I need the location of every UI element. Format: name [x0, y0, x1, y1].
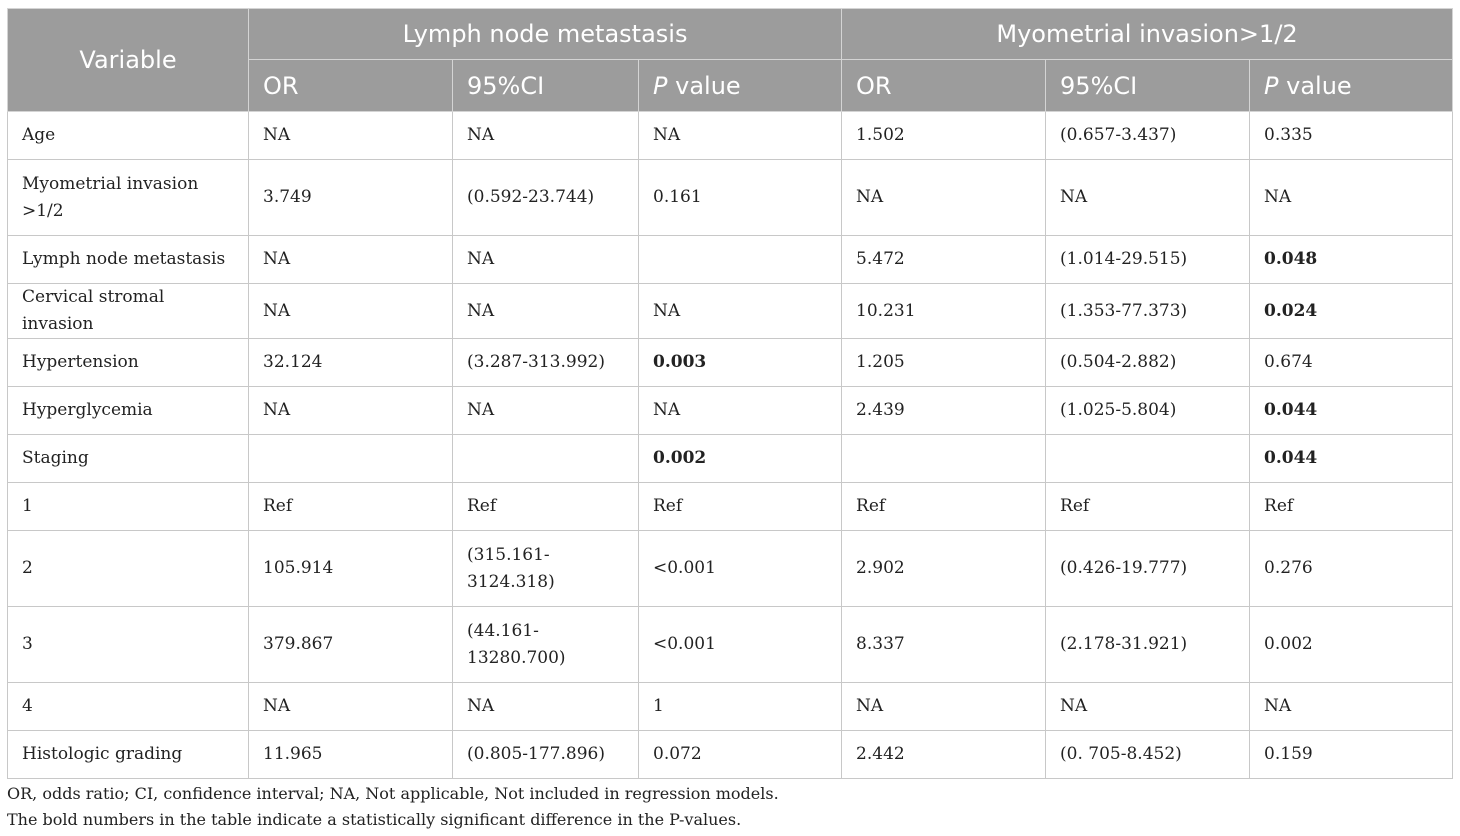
cell-lnm-or: 105.914	[249, 531, 453, 607]
cell-mi-p-value: 0.335	[1250, 112, 1453, 160]
cell-lnm-p-value: <0.001	[639, 607, 842, 683]
table-row	[8, 112, 1453, 160]
cell-lnm-ci: NA	[453, 112, 639, 160]
header-p-value-2	[1250, 60, 1453, 112]
cell-mi-ci: (1.025-5.804)	[1046, 387, 1250, 435]
cell-lnm-p-value	[639, 236, 842, 284]
cell-mi-or: NA	[842, 683, 1046, 731]
row-label: Myometrial invasion >1/2	[8, 160, 249, 236]
cell-mi-p-value: 0.002	[1250, 607, 1453, 683]
cell-lnm-ci	[453, 435, 639, 483]
cell-lnm-ci: (0.805-177.896)	[453, 731, 639, 779]
header-ci-1: 95%CI	[453, 60, 639, 112]
cell-lnm-or: NA	[249, 112, 453, 160]
cell-lnm-or	[249, 435, 453, 483]
table-row	[8, 435, 1453, 483]
header-p-value-1	[639, 60, 842, 112]
cell-mi-or: 1.502	[842, 112, 1046, 160]
cell-lnm-ci: NA	[453, 387, 639, 435]
row-label: Hypertension	[8, 339, 249, 387]
header-myometrial-invasion: Myometrial invasion>1/2	[842, 9, 1453, 60]
cell-lnm-or: NA	[249, 387, 453, 435]
cell-lnm-ci: NA	[453, 284, 639, 339]
cell-mi-or: 8.337	[842, 607, 1046, 683]
cell-mi-ci: (0. 705-8.452)	[1046, 731, 1250, 779]
cell-lnm-or: NA	[249, 236, 453, 284]
row-label: Cervical stromal invasion	[8, 284, 249, 339]
cell-mi-p-value: 0.044	[1250, 387, 1453, 435]
cell-mi-ci: Ref	[1046, 483, 1250, 531]
footnote-abbreviations: OR, odds ratio; CI, confidence interval; NA, Not applicable, Not included in regression models.	[7, 784, 779, 803]
cell-lnm-ci: NA	[453, 236, 639, 284]
cell-lnm-p-value: NA	[639, 387, 842, 435]
header-or-1: OR	[249, 60, 453, 112]
cell-mi-ci: (2.178-31.921)	[1046, 607, 1250, 683]
cell-lnm-p-value: 0.002	[639, 435, 842, 483]
row-label: 2	[8, 531, 249, 607]
row-label: 1	[8, 483, 249, 531]
cell-lnm-p-value: 1	[639, 683, 842, 731]
table-row	[8, 531, 1453, 607]
table-row	[8, 483, 1453, 531]
row-label: Lymph node metastasis	[8, 236, 249, 284]
table-row	[8, 387, 1453, 435]
cell-mi-ci: (0.657-3.437)	[1046, 112, 1250, 160]
cell-mi-or: NA	[842, 160, 1046, 236]
table-row	[8, 160, 1453, 236]
header-variable: Variable	[8, 9, 249, 112]
cell-lnm-p-value: <0.001	[639, 531, 842, 607]
results-table-container	[7, 8, 1452, 779]
header-p-italic: P	[1264, 71, 1279, 100]
cell-mi-p-value: Ref	[1250, 483, 1453, 531]
header-or-2: OR	[842, 60, 1046, 112]
table-row	[8, 683, 1453, 731]
header-p-suffix: value	[1278, 71, 1352, 100]
cell-lnm-p-value: NA	[639, 284, 842, 339]
cell-mi-ci: (0.504-2.882)	[1046, 339, 1250, 387]
cell-mi-or: 1.205	[842, 339, 1046, 387]
cell-lnm-or: 32.124	[249, 339, 453, 387]
cell-mi-ci: NA	[1046, 160, 1250, 236]
table-row	[8, 607, 1453, 683]
table-header	[8, 9, 1453, 112]
cell-mi-p-value: NA	[1250, 683, 1453, 731]
row-label: Hyperglycemia	[8, 387, 249, 435]
cell-mi-or	[842, 435, 1046, 483]
table-footnotes	[7, 781, 779, 833]
cell-lnm-p-value: 0.161	[639, 160, 842, 236]
row-label: Age	[8, 112, 249, 160]
row-label: Staging	[8, 435, 249, 483]
cell-lnm-ci: (3.287-313.992)	[453, 339, 639, 387]
cell-mi-ci: (1.353-77.373)	[1046, 284, 1250, 339]
header-lymph-node-metastasis: Lymph node metastasis	[249, 9, 842, 60]
cell-lnm-ci: Ref	[453, 483, 639, 531]
cell-lnm-p-value: Ref	[639, 483, 842, 531]
cell-lnm-or: 3.749	[249, 160, 453, 236]
cell-lnm-p-value: 0.003	[639, 339, 842, 387]
cell-mi-or: 2.439	[842, 387, 1046, 435]
cell-mi-p-value: 0.674	[1250, 339, 1453, 387]
table-row	[8, 236, 1453, 284]
cell-mi-p-value: 0.048	[1250, 236, 1453, 284]
cell-lnm-or: 379.867	[249, 607, 453, 683]
table-row	[8, 339, 1453, 387]
cell-mi-ci: (0.426-19.777)	[1046, 531, 1250, 607]
regression-table	[7, 8, 1453, 779]
header-ci-2: 95%CI	[1046, 60, 1250, 112]
header-p-italic: P	[653, 71, 668, 100]
cell-mi-ci	[1046, 435, 1250, 483]
cell-lnm-or: NA	[249, 683, 453, 731]
cell-mi-p-value: 0.044	[1250, 435, 1453, 483]
row-label: Histologic grading	[8, 731, 249, 779]
cell-mi-or: Ref	[842, 483, 1046, 531]
cell-mi-or: 10.231	[842, 284, 1046, 339]
cell-mi-or: 2.442	[842, 731, 1046, 779]
cell-mi-p-value: 0.024	[1250, 284, 1453, 339]
cell-mi-ci: NA	[1046, 683, 1250, 731]
cell-lnm-ci: (44.161-13280.700)	[453, 607, 639, 683]
cell-mi-p-value: 0.159	[1250, 731, 1453, 779]
cell-mi-p-value: 0.276	[1250, 531, 1453, 607]
cell-lnm-p-value: NA	[639, 112, 842, 160]
header-p-suffix: value	[667, 71, 741, 100]
cell-mi-p-value: NA	[1250, 160, 1453, 236]
cell-lnm-ci: (0.592-23.744)	[453, 160, 639, 236]
cell-lnm-or: Ref	[249, 483, 453, 531]
cell-mi-or: 2.902	[842, 531, 1046, 607]
cell-lnm-or: 11.965	[249, 731, 453, 779]
row-label: 3	[8, 607, 249, 683]
cell-mi-ci: (1.014-29.515)	[1046, 236, 1250, 284]
cell-lnm-p-value: 0.072	[639, 731, 842, 779]
row-label: 4	[8, 683, 249, 731]
cell-lnm-ci: NA	[453, 683, 639, 731]
cell-lnm-ci: (315.161-3124.318)	[453, 531, 639, 607]
table-row	[8, 284, 1453, 339]
footnote-bold-note: The bold numbers in the table indicate a statistically significant difference in the P-values.	[7, 810, 742, 829]
cell-mi-or: 5.472	[842, 236, 1046, 284]
table-body	[8, 112, 1453, 779]
table-row	[8, 731, 1453, 779]
cell-lnm-or: NA	[249, 284, 453, 339]
